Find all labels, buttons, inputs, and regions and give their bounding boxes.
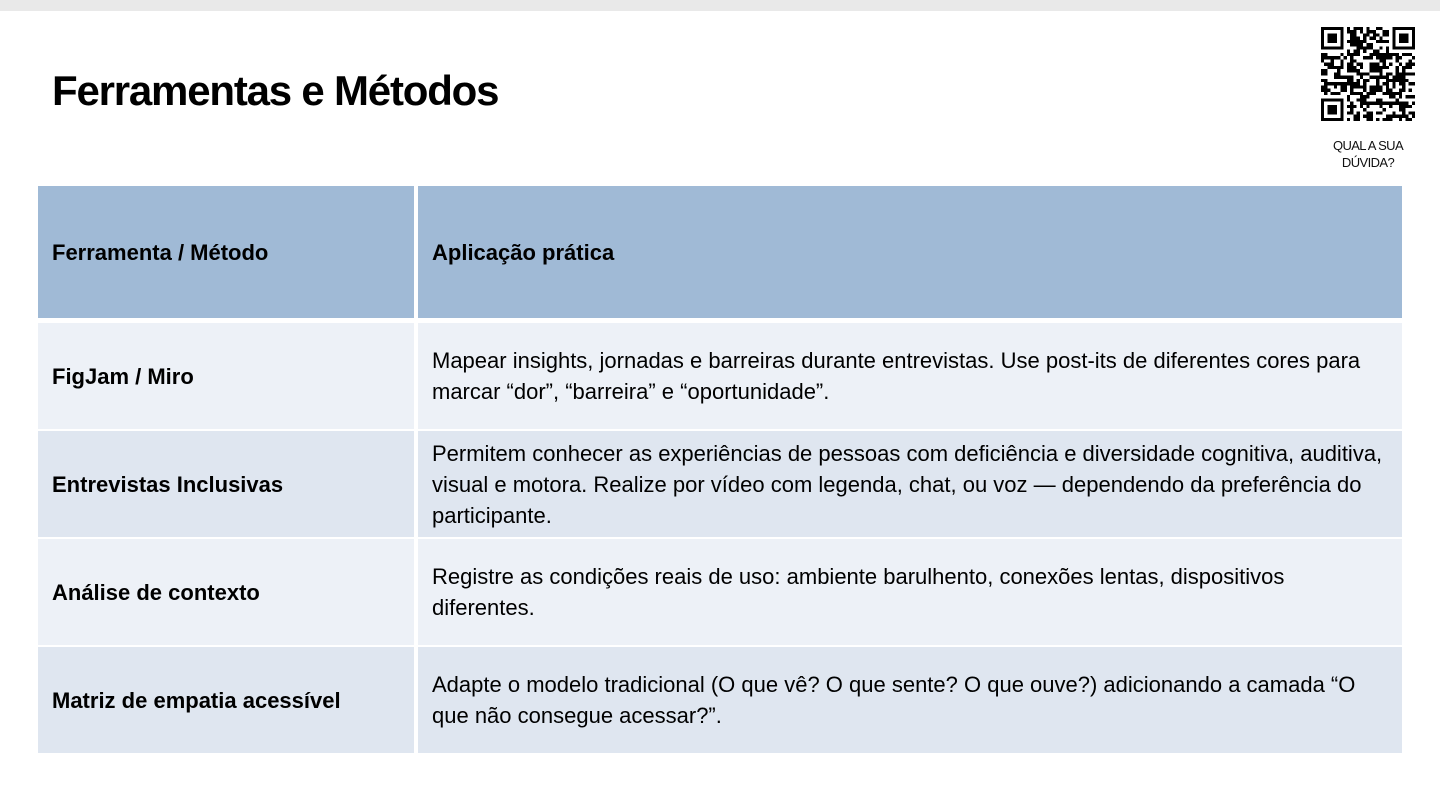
- application-cell: Registre as condições reais de uso: ambiente barulhento, conexões lentas, dispositivos diferentes.: [415, 538, 1403, 646]
- header-tool: Ferramenta / Método: [37, 185, 415, 322]
- application-cell: Adapte o modelo tradicional (O que vê? O que sente? O que ouve?) adicionando a camada “O que não consegue acessar?”.: [415, 646, 1403, 754]
- tools-table: [37, 185, 1403, 754]
- table-row: [37, 646, 1403, 754]
- table-row: [37, 322, 1403, 430]
- tool-cell: FigJam / Miro: [37, 322, 415, 430]
- tool-cell: Entrevistas Inclusivas: [37, 430, 415, 538]
- tool-cell: Matriz de empatia acessível: [37, 646, 415, 754]
- application-cell: Permitem conhecer as experiências de pessoas com deficiência e diversidade cognitiva, auditiva, visual e motora. Realize por vídeo com legenda, chat, ou voz — dependendo da preferência do participante.: [415, 430, 1403, 538]
- qr-label: QUAL A SUA DÚVIDA?: [1332, 138, 1404, 170]
- table-header-row: [37, 185, 1403, 322]
- table-row: [37, 430, 1403, 538]
- qr-block: [1318, 27, 1418, 171]
- tool-cell: Análise de contexto: [37, 538, 415, 646]
- application-cell: Mapear insights, jornadas e barreiras durante entrevistas. Use post-its de diferentes cores para marcar “dor”, “barreira” e “oportunidade”.: [415, 322, 1403, 430]
- top-strip: [0, 0, 1440, 11]
- qr-code-icon[interactable]: [1321, 27, 1415, 121]
- slide-title: Ferramentas e Métodos: [52, 67, 499, 114]
- table-row: [37, 538, 1403, 646]
- header-application: Aplicação prática: [415, 185, 1403, 322]
